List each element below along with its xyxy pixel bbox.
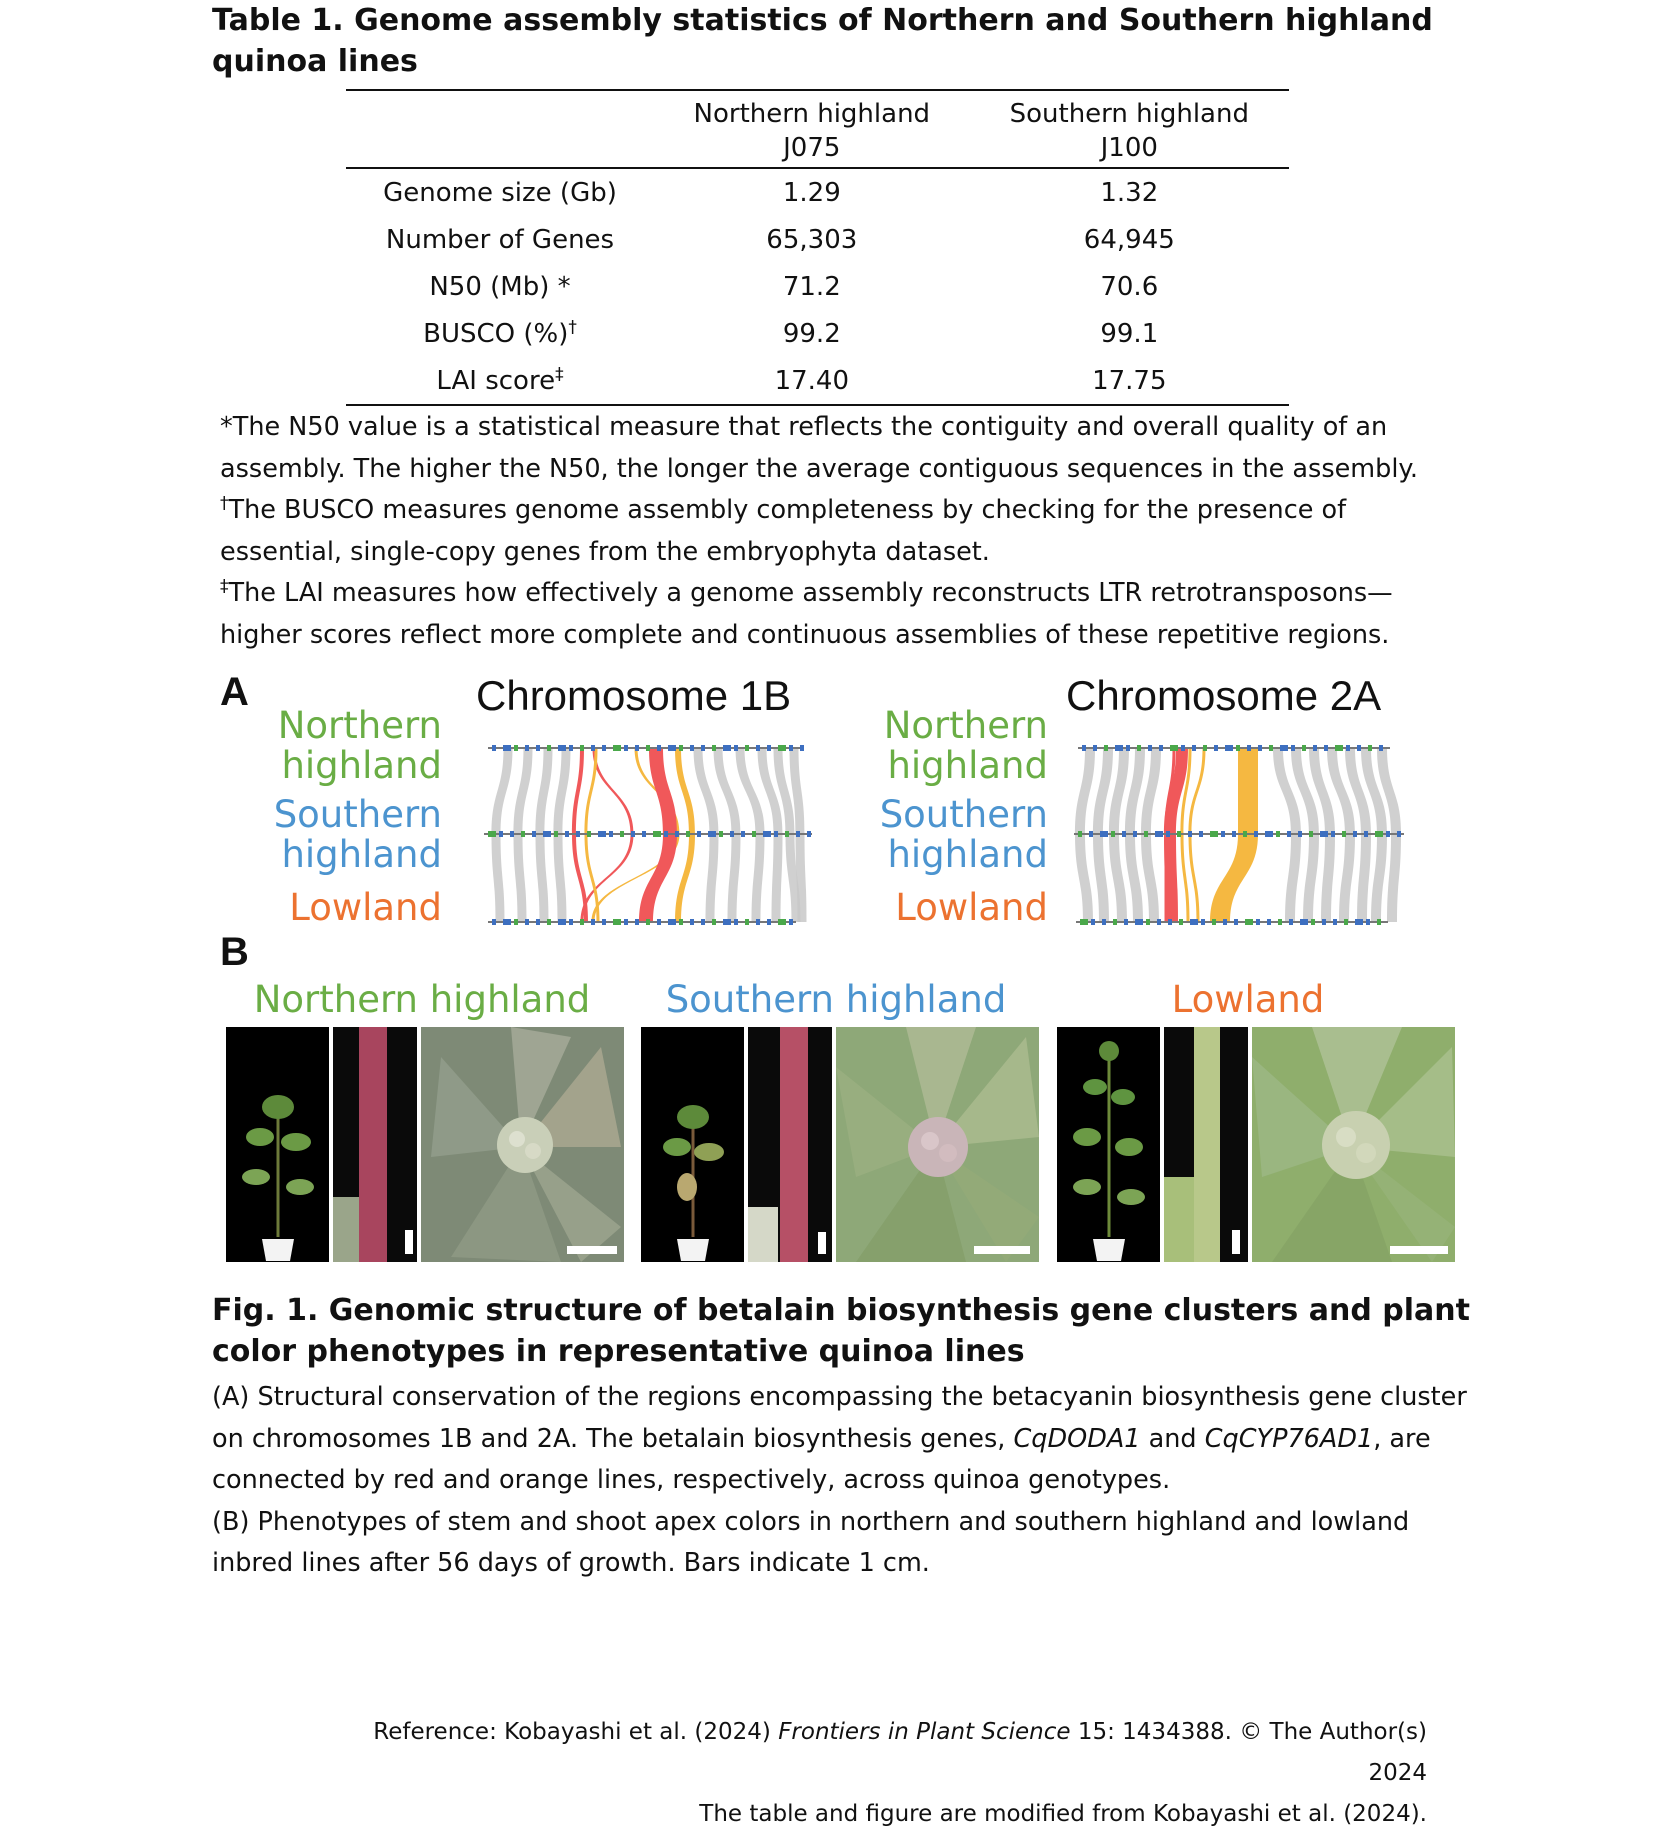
gene-mark xyxy=(1126,745,1130,751)
leaf xyxy=(1164,1177,1194,1262)
gene-mark xyxy=(503,919,511,925)
gene-mark xyxy=(1379,745,1383,751)
gene-mark xyxy=(1124,919,1128,925)
gene-mark xyxy=(1386,831,1390,837)
gene-mark xyxy=(1078,831,1082,837)
gene-mark xyxy=(580,745,584,751)
row-label-text: Number of Genes xyxy=(385,224,615,255)
footnote-text: *The N50 value is a statistical measure that reflects the contiguity and overall quality of an assembly. The higher the N50, the longer the average contiguous sequences in the assembly. xyxy=(220,412,1418,484)
genome-stats-table xyxy=(346,89,1289,406)
gene-name-dodA1: CqDODA1 xyxy=(1013,1423,1141,1454)
gene-mark xyxy=(1210,831,1218,837)
photo-northern-shoot-apex xyxy=(421,1027,624,1262)
reference-line-2: The table and figure are modified from Kobayashi et al. (2024). xyxy=(699,1801,1427,1827)
gene-mark xyxy=(657,745,661,751)
gene-mark xyxy=(1254,831,1258,837)
gene-mark xyxy=(756,919,760,925)
reference-line-1 xyxy=(327,1712,1427,1794)
gene-mark xyxy=(1170,745,1178,751)
gene-mark xyxy=(1300,919,1308,925)
gene-mark xyxy=(492,919,496,925)
row-label-text: N50 (Mb) * xyxy=(429,271,571,302)
gene-mark xyxy=(1102,919,1106,925)
footnote-mark: † xyxy=(568,316,577,337)
photo-lowland-stem xyxy=(1164,1027,1248,1262)
gene-mark xyxy=(1190,919,1198,925)
gene-mark xyxy=(1082,745,1086,751)
footnote-mark: † xyxy=(220,493,229,514)
gene-mark xyxy=(1298,831,1302,837)
gene-mark xyxy=(1368,745,1372,751)
gene-mark xyxy=(631,831,635,837)
gene-mark xyxy=(1135,919,1143,925)
table-header-blank xyxy=(346,90,654,168)
gene-mark xyxy=(1111,831,1115,837)
header-northern-line1: Northern highland xyxy=(693,99,931,129)
gene-mark xyxy=(664,831,668,837)
gene-mark xyxy=(1331,831,1335,837)
gene-mark xyxy=(697,831,701,837)
gene-mark xyxy=(1155,831,1163,837)
label-northern-highland: Northern highland xyxy=(883,704,1048,787)
table-row xyxy=(346,310,1289,357)
gene-mark xyxy=(1313,745,1317,751)
gene-mark xyxy=(1214,745,1218,751)
cell-northern: 17.40 xyxy=(654,357,970,405)
gene-mark xyxy=(778,745,786,751)
gene-mark xyxy=(514,919,518,925)
caption-text: , are connected by red and orange lines, respectively, across quinoa genotypes. xyxy=(212,1423,1431,1495)
gene-mark xyxy=(1302,745,1306,751)
gene-mark xyxy=(635,919,639,925)
gene-mark xyxy=(1177,831,1181,837)
gene-mark xyxy=(701,919,705,925)
table-row xyxy=(346,263,1289,310)
label-northern-highland: Northern highland xyxy=(277,704,442,787)
header-southern-line2: J100 xyxy=(1100,133,1158,163)
gene-mark xyxy=(609,831,613,837)
gene-mark xyxy=(690,745,694,751)
gene-mark xyxy=(1357,745,1361,751)
gene-mark xyxy=(789,919,793,925)
gene-mark xyxy=(1366,919,1370,925)
gene-mark xyxy=(1148,745,1152,751)
plant-illustration xyxy=(1057,1027,1160,1262)
gene-mark xyxy=(679,745,683,751)
gene-mark xyxy=(1144,831,1148,837)
plant-illustration xyxy=(226,1027,329,1262)
gene-mark xyxy=(602,745,606,751)
gene-mark xyxy=(796,831,800,837)
gene-mark xyxy=(712,745,716,751)
footnote-lai xyxy=(220,573,1450,656)
gene-mark xyxy=(1201,919,1205,925)
gene-mark xyxy=(778,919,786,925)
label-lowland: Lowland xyxy=(895,886,1048,929)
table-title: Table 1. Genome assembly statistics of Northern and Southern highland quinoa lines xyxy=(212,3,1433,79)
row-label xyxy=(346,216,654,263)
gene-mark xyxy=(767,745,771,751)
gene-mark xyxy=(1344,919,1348,925)
phenotype-label-lowland: Lowland xyxy=(1171,978,1325,1021)
photo-lowland-whole-plant xyxy=(1057,1027,1160,1262)
gene-mark xyxy=(569,919,573,925)
gene-mark xyxy=(752,831,756,837)
gene-mark xyxy=(1113,919,1117,925)
cell-southern: 70.6 xyxy=(1100,271,1159,302)
gene-mark xyxy=(785,831,789,837)
cell-northern: 71.2 xyxy=(782,271,841,302)
gene-mark xyxy=(763,831,771,837)
table-header-northern xyxy=(654,90,970,168)
gene-mark xyxy=(503,745,511,751)
gene-mark xyxy=(657,919,661,925)
photo-southern-whole-plant xyxy=(641,1027,744,1262)
gene-mark xyxy=(1192,745,1196,751)
panel-b-letter: B xyxy=(220,930,249,974)
gene-mark xyxy=(1104,745,1108,751)
synteny-plot-chromosome-1b xyxy=(478,730,818,930)
leaf xyxy=(748,1207,778,1262)
footnote-text: The LAI measures how effectively a genome assembly reconstructs LTR retrotransposons—higher scores reflect more complete and continuous assemblies of these repetitive regions. xyxy=(220,578,1393,650)
gene-mark xyxy=(558,745,566,751)
gene-mark xyxy=(1377,919,1381,925)
gene-mark xyxy=(712,919,716,925)
gene-mark xyxy=(492,745,496,751)
gene-mark xyxy=(1355,919,1363,925)
gene-mark xyxy=(1397,831,1401,837)
gene-mark xyxy=(701,745,705,751)
gene-mark xyxy=(1267,919,1271,925)
row-label xyxy=(346,263,654,310)
gene-mark xyxy=(1221,831,1225,837)
gene-mark xyxy=(1322,919,1326,925)
gene-mark xyxy=(1269,745,1273,751)
gene-mark xyxy=(675,831,679,837)
gene-mark xyxy=(1181,745,1185,751)
reference-text: 15: 1434388. © The Author(s) 2024 xyxy=(1070,1719,1427,1786)
chromosome-2a-title: Chromosome 2A xyxy=(1066,672,1382,719)
row-label-text: Genome size (Gb) xyxy=(383,177,617,208)
apex-illustration xyxy=(1252,1027,1455,1262)
caption-panel-a xyxy=(212,1377,1492,1502)
gene-mark xyxy=(598,831,606,837)
reference-text: Reference: Kobayashi et al. (2024) xyxy=(373,1719,779,1745)
stem xyxy=(780,1027,808,1262)
gene-mark xyxy=(521,831,525,837)
scale-bar xyxy=(405,1230,413,1254)
gene-mark xyxy=(679,919,683,925)
gene-mark xyxy=(1199,831,1203,837)
gene-mark xyxy=(1122,831,1126,837)
gene-mark xyxy=(807,831,811,837)
gene-mark xyxy=(719,831,723,837)
gene-mark xyxy=(1335,745,1343,751)
gene-mark xyxy=(1225,745,1233,751)
gene-mark xyxy=(624,919,628,925)
gene-mark xyxy=(1311,919,1315,925)
gene-mark xyxy=(745,919,749,925)
gene-mark xyxy=(1247,745,1251,751)
gene-mark xyxy=(789,745,793,751)
gene-mark xyxy=(565,831,569,837)
footnote-mark: ‡ xyxy=(555,363,564,384)
gene-mark xyxy=(1089,831,1093,837)
gene-mark xyxy=(1223,919,1227,925)
gene-mark xyxy=(1245,919,1253,925)
gene-mark xyxy=(653,831,661,837)
gene-mark xyxy=(1091,919,1095,925)
gene-mark xyxy=(745,745,749,751)
scale-bar xyxy=(1390,1246,1448,1254)
gene-mark xyxy=(1278,919,1282,925)
row-label xyxy=(346,357,654,405)
gene-mark xyxy=(1353,831,1357,837)
photo-northern-stem xyxy=(333,1027,417,1262)
gene-mark xyxy=(525,745,529,751)
gene-mark xyxy=(690,919,694,925)
gene-mark xyxy=(1333,919,1337,925)
gene-mark xyxy=(620,831,624,837)
photo-northern-whole-plant xyxy=(226,1027,329,1262)
gene-mark xyxy=(1168,919,1172,925)
gene-mark xyxy=(1137,745,1141,751)
photo-southern-stem xyxy=(748,1027,832,1262)
stem xyxy=(1194,1027,1220,1262)
table-footnotes xyxy=(220,407,1450,656)
gene-mark xyxy=(1364,831,1368,837)
gene-mark xyxy=(613,919,621,925)
label-southern-highland: Southern highland xyxy=(879,793,1048,876)
gene-mark xyxy=(734,745,738,751)
scale-bar xyxy=(818,1232,826,1254)
header-northern-line2: J075 xyxy=(783,133,841,163)
chromosome-1b-title: Chromosome 1B xyxy=(476,672,792,719)
table-row xyxy=(346,168,1289,216)
gene-mark xyxy=(730,831,734,837)
gene-mark xyxy=(532,831,536,837)
table-header-southern xyxy=(970,90,1289,168)
gene-mark xyxy=(1289,919,1293,925)
gene-mark xyxy=(1080,919,1088,925)
gene-mark xyxy=(635,745,639,751)
gene-mark xyxy=(741,831,745,837)
gene-mark xyxy=(1212,919,1216,925)
footnote-n50 xyxy=(220,407,1450,490)
photo-lowland-shoot-apex xyxy=(1252,1027,1455,1262)
label-southern-highland: Southern highland xyxy=(273,793,442,876)
gene-mark xyxy=(536,919,540,925)
cell-southern: 1.32 xyxy=(1100,177,1159,208)
gene-mark xyxy=(708,831,716,837)
apex-illustration xyxy=(421,1027,624,1262)
gene-mark xyxy=(569,745,573,751)
gene-mark xyxy=(668,745,676,751)
caption-text: (A) Structural conservation of the regions encompassing the betacyanin biosynthesis gene cluster on chromosomes 1B and 2A. The betalain biosynthesis genes, xyxy=(212,1382,1467,1454)
gene-mark xyxy=(1157,919,1161,925)
table-row xyxy=(346,216,1289,263)
gene-mark xyxy=(1232,831,1236,837)
footnote-mark: ‡ xyxy=(220,576,229,597)
row-label xyxy=(346,310,654,357)
footnote-text: The BUSCO measures genome assembly completeness by checking for the presence of essential, single-copy genes from the embryophyta dataset. xyxy=(220,495,1347,567)
photo-southern-shoot-apex xyxy=(836,1027,1039,1262)
leaf xyxy=(333,1197,359,1262)
apex-illustration xyxy=(836,1027,1039,1262)
gene-mark xyxy=(646,745,650,751)
stem xyxy=(359,1027,387,1262)
gene-mark xyxy=(1236,745,1240,751)
gene-mark xyxy=(1320,831,1328,837)
gene-mark xyxy=(1265,831,1273,837)
synteny-plot-chromosome-2a xyxy=(1070,730,1410,930)
gene-mark xyxy=(723,919,731,925)
header-southern-line1: Southern highland xyxy=(1009,99,1249,129)
gene-mark xyxy=(1234,919,1238,925)
gene-mark xyxy=(547,745,551,751)
gene-mark xyxy=(580,919,584,925)
gene-mark xyxy=(1133,831,1137,837)
gene-mark xyxy=(1179,919,1183,925)
row-label xyxy=(346,168,654,216)
cell-northern: 99.2 xyxy=(782,318,841,349)
phenotype-label-northern: Northern highland xyxy=(253,978,591,1021)
panel-a-letter: A xyxy=(220,670,249,714)
gene-mark xyxy=(547,919,551,925)
cell-southern: 64,945 xyxy=(1083,224,1175,255)
table-header-row xyxy=(346,90,1289,168)
gene-mark xyxy=(1243,831,1247,837)
gene-mark xyxy=(1342,831,1346,837)
gene-mark xyxy=(1276,831,1280,837)
gene-mark xyxy=(1115,745,1123,751)
gene-mark xyxy=(624,745,628,751)
gene-mark xyxy=(1203,745,1207,751)
gene-mark xyxy=(723,745,731,751)
gene-mark xyxy=(1346,745,1350,751)
gene-mark xyxy=(576,831,580,837)
gene-name-cyp76ad1: CqCYP76AD1 xyxy=(1204,1423,1374,1454)
gene-mark xyxy=(525,919,529,925)
gene-mark xyxy=(536,745,540,751)
gene-mark xyxy=(613,745,621,751)
gene-mark xyxy=(1256,919,1260,925)
row-label-text: BUSCO (%) xyxy=(423,318,569,349)
gene-mark xyxy=(558,919,566,925)
scale-bar xyxy=(1232,1230,1240,1254)
gene-mark xyxy=(642,831,646,837)
gene-mark xyxy=(587,831,591,837)
gene-mark xyxy=(1100,831,1108,837)
gene-mark xyxy=(1309,831,1313,837)
gene-mark xyxy=(543,831,551,837)
journal-name: Frontiers in Plant Science xyxy=(778,1719,1071,1745)
table-row xyxy=(346,357,1289,405)
gene-mark xyxy=(591,745,595,751)
gene-mark xyxy=(488,831,496,837)
gene-mark xyxy=(1375,831,1383,837)
scale-bar xyxy=(567,1246,617,1254)
scale-bar xyxy=(974,1246,1030,1254)
figure-caption xyxy=(212,1377,1492,1585)
gene-mark xyxy=(591,919,595,925)
gene-mark xyxy=(756,745,760,751)
gene-mark xyxy=(1287,831,1291,837)
cell-northern: 1.29 xyxy=(782,177,841,208)
gene-mark xyxy=(646,919,650,925)
gene-mark xyxy=(1093,745,1097,751)
gene-mark xyxy=(1258,745,1262,751)
footnote-busco xyxy=(220,490,1450,573)
row-label-text: LAI score xyxy=(436,365,556,396)
cell-southern: 17.75 xyxy=(970,357,1289,405)
gene-mark xyxy=(1291,745,1295,751)
gene-mark xyxy=(554,831,558,837)
gene-mark xyxy=(602,919,606,925)
plant-illustration xyxy=(641,1027,744,1262)
caption-panel-b: (B) Phenotypes of stem and shoot apex colors in northern and southern highland and lowland inbred lines after 56 days of growth. Bars indicate 1 cm. xyxy=(212,1506,1410,1578)
gene-mark xyxy=(1166,831,1170,837)
cell-northern: 65,303 xyxy=(766,224,858,255)
gene-mark xyxy=(734,919,738,925)
gene-mark xyxy=(514,745,518,751)
gene-mark xyxy=(1146,919,1150,925)
gene-mark xyxy=(510,831,514,837)
gene-mark xyxy=(668,919,676,925)
gene-mark xyxy=(774,831,778,837)
reference xyxy=(327,1712,1427,1835)
gene-mark xyxy=(499,831,503,837)
caption-text: and xyxy=(1140,1423,1205,1454)
cell-southern: 99.1 xyxy=(1100,318,1159,349)
gene-mark xyxy=(767,919,771,925)
gene-mark xyxy=(686,831,690,837)
label-lowland: Lowland xyxy=(289,886,442,929)
gene-mark xyxy=(800,745,804,751)
gene-mark xyxy=(1159,745,1163,751)
gene-mark xyxy=(1280,745,1288,751)
gene-mark xyxy=(1324,745,1328,751)
phenotype-label-southern: Southern highland xyxy=(665,978,1007,1021)
figure-title: Fig. 1. Genomic structure of betalain biosynthesis gene clusters and plant color phenotypes in representative quinoa lines xyxy=(212,1293,1470,1369)
gene-mark xyxy=(1188,831,1192,837)
